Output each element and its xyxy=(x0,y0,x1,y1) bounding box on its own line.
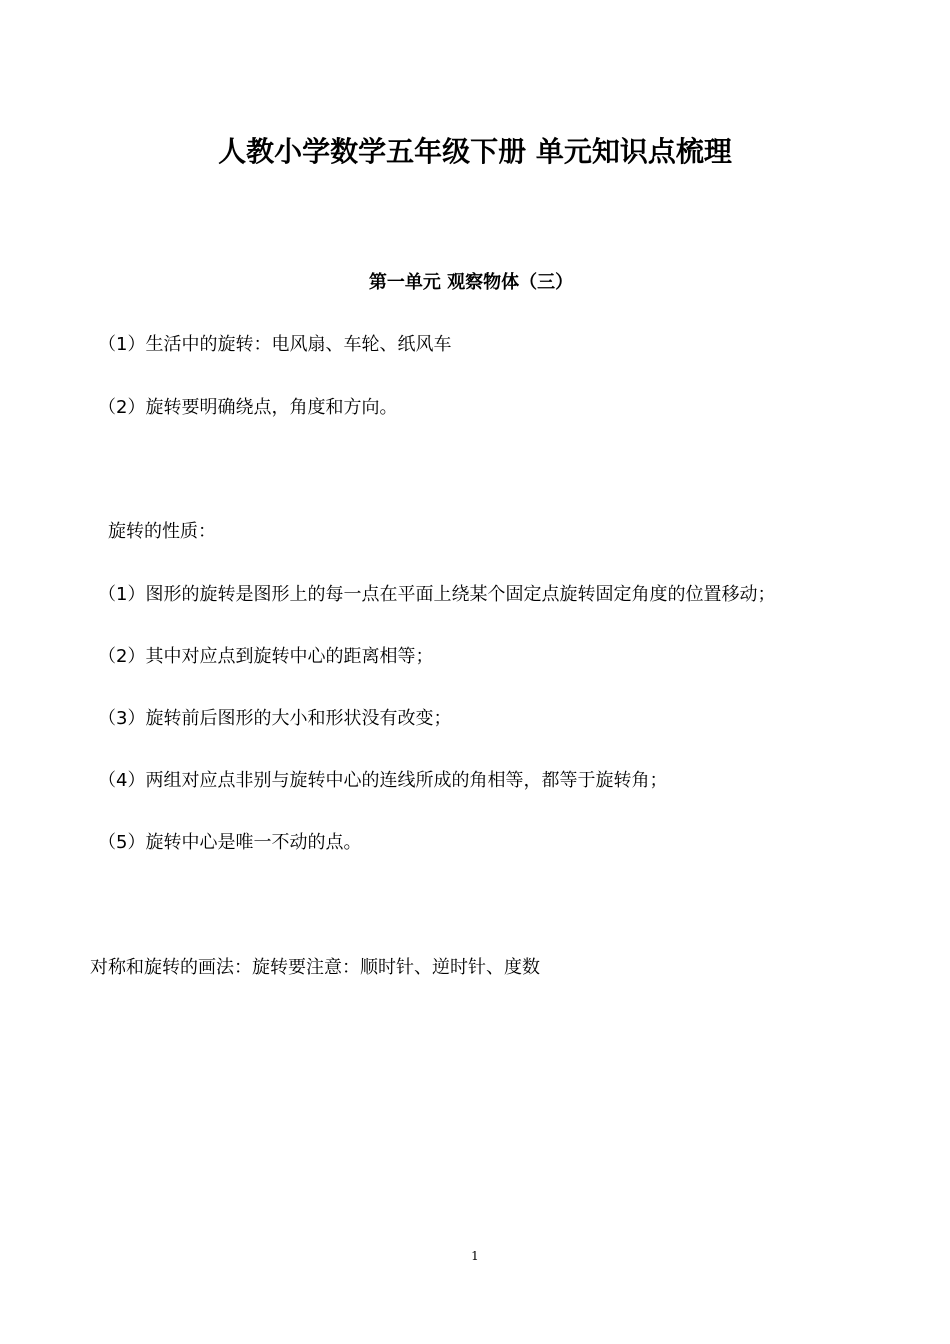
intro-item-2: （2）旋转要明确绕点，角度和方向。 xyxy=(98,397,398,418)
drawing-note: 对称和旋转的画法：旋转要注意：顺时针、逆时针、度数 xyxy=(90,957,540,978)
property-item-1: （1）图形的旋转是图形上的每一点在平面上绕某个固定点旋转固定角度的位置移动； xyxy=(98,584,776,605)
unit-heading: 第一单元 观察物体（三） xyxy=(368,272,574,293)
document-title: 人教小学数学五年级下册 单元知识点梳理 xyxy=(218,135,732,168)
property-item-5: （5）旋转中心是唯一不动的点。 xyxy=(98,832,362,853)
property-item-3: （3）旋转前后图形的大小和形状没有改变； xyxy=(98,708,452,729)
property-item-4: （4）两组对应点非别与旋转中心的连线所成的角相等，都等于旋转角； xyxy=(98,770,668,791)
intro-item-1: （1）生活中的旋转：电风扇、车轮、纸风车 xyxy=(98,334,452,355)
page-number: 1 xyxy=(471,1249,479,1263)
property-item-2: （2）其中对应点到旋转中心的距离相等； xyxy=(98,646,434,667)
properties-heading: 旋转的性质： xyxy=(108,521,216,542)
